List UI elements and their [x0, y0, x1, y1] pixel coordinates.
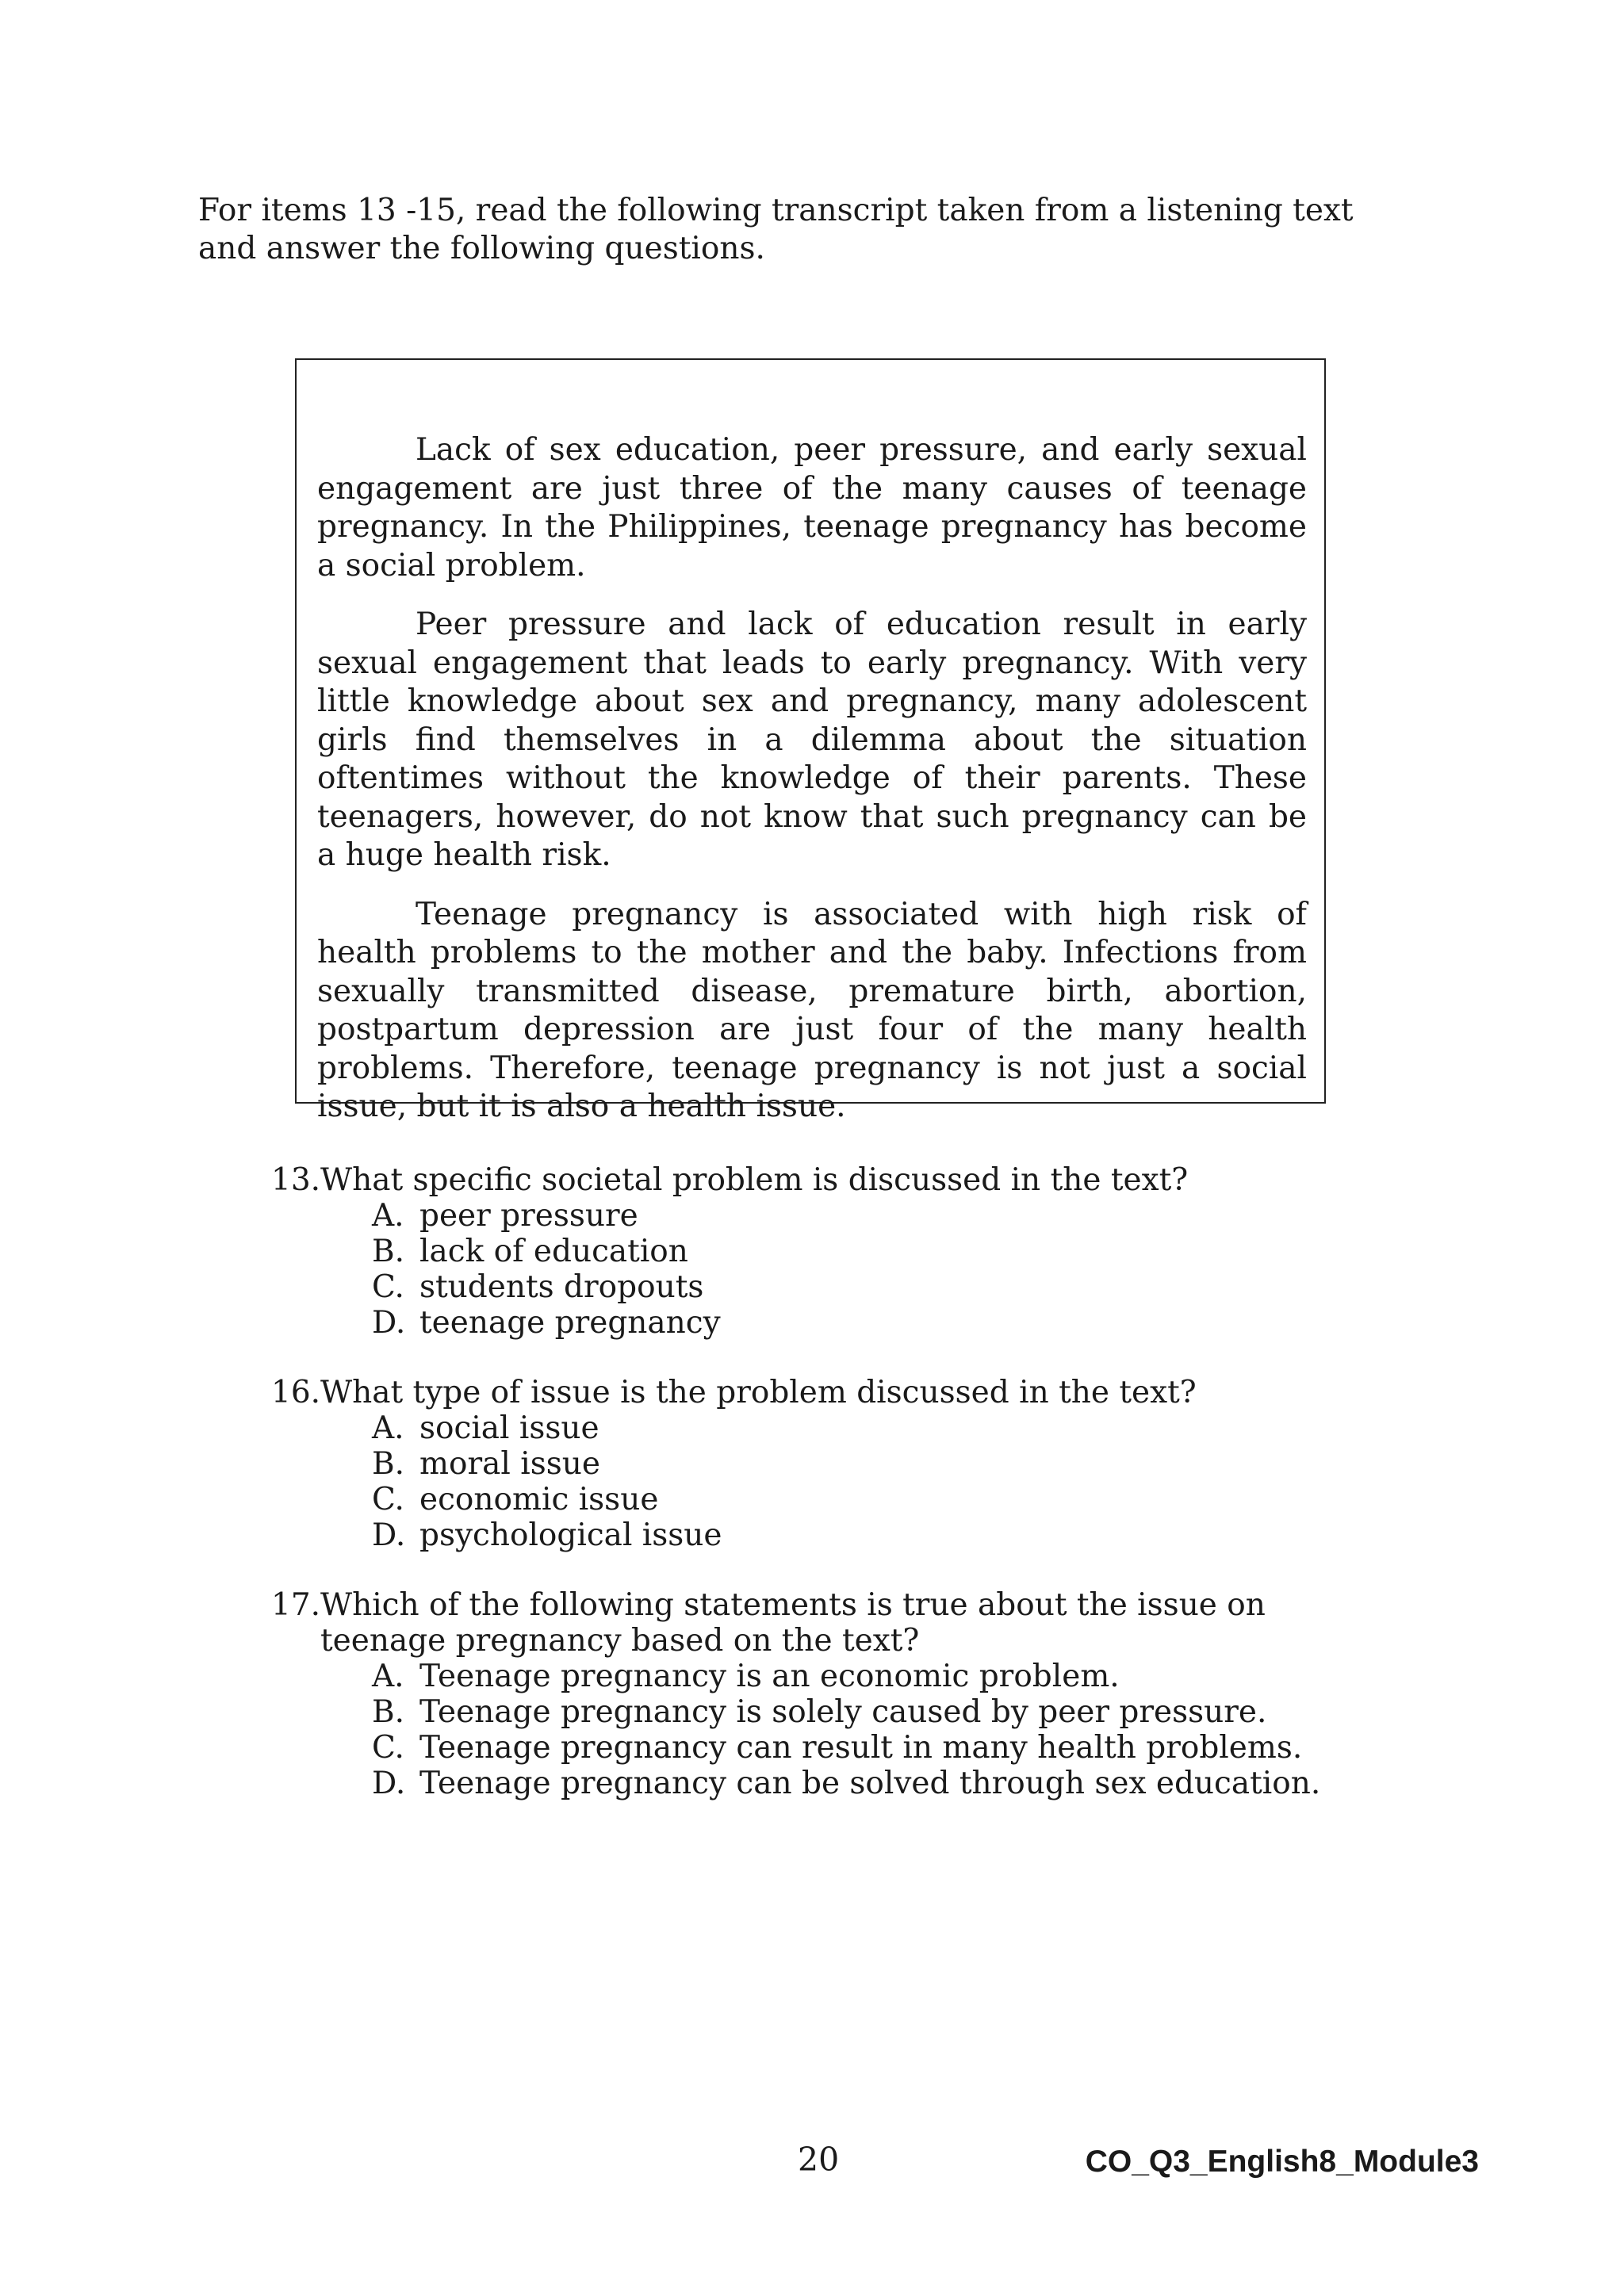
- question-stem: [271, 1375, 1381, 1410]
- question-number: 17.: [271, 1587, 321, 1623]
- answer-option-b[interactable]: [271, 1694, 1381, 1730]
- transcript-paragraph-1: Lack of sex education, peer pressure, and early sexual engagement are just three of the many causes of teenage pregnancy. In the Philippines, teenage pregnancy has become a social problem.: [317, 432, 1307, 584]
- question-text: What specific societal problem is discussed in the text?: [320, 1162, 1189, 1198]
- option-text: social issue: [419, 1410, 599, 1446]
- answer-options: [271, 1659, 1381, 1801]
- option-letter: C.: [372, 1269, 404, 1305]
- option-text: students dropouts: [419, 1269, 704, 1305]
- option-text: Teenage pregnancy can be solved through sex education.: [419, 1766, 1321, 1801]
- option-text: teenage pregnancy: [419, 1305, 721, 1341]
- answer-option-d[interactable]: [271, 1305, 1381, 1341]
- answer-option-d[interactable]: [271, 1766, 1381, 1801]
- question-number: 16.: [271, 1375, 321, 1410]
- module-code: CO_Q3_English8_Module3: [1085, 2145, 1479, 2179]
- answer-option-d[interactable]: [271, 1517, 1381, 1553]
- option-letter: B.: [372, 1694, 405, 1730]
- option-letter: C.: [372, 1730, 404, 1766]
- option-letter: D.: [372, 1305, 406, 1341]
- question-text: Which of the following statements is true about the issue on teenage pregnancy based on the text?: [320, 1587, 1266, 1659]
- question-17: [271, 1587, 1381, 1801]
- answer-option-c[interactable]: [271, 1482, 1381, 1517]
- question-number: 13.: [271, 1162, 321, 1198]
- option-letter: A.: [372, 1198, 404, 1234]
- option-letter: D.: [372, 1766, 406, 1801]
- option-text: Teenage pregnancy is solely caused by peer pressure.: [419, 1694, 1267, 1730]
- question-stem: [271, 1587, 1381, 1659]
- transcript-box: [295, 358, 1326, 1124]
- question-stem: [271, 1162, 1381, 1198]
- answer-option-b[interactable]: [271, 1446, 1381, 1482]
- answer-option-a[interactable]: [271, 1410, 1381, 1446]
- answer-option-c[interactable]: [271, 1730, 1381, 1766]
- answer-option-b[interactable]: [271, 1234, 1381, 1269]
- transcript-body: [317, 431, 1307, 1147]
- option-text: economic issue: [419, 1482, 659, 1517]
- option-letter: B.: [372, 1446, 405, 1482]
- question-13: [271, 1162, 1381, 1341]
- transcript-paragraph-3: Teenage pregnancy is associated with high risk of health problems to the mother and the baby. Infections from sexually transmitted disease, premature birth, abortion, postpartum depression are just four of the many health problems. Therefore, teenage pregnancy is not just a social issue, but it is also a health issue.: [317, 896, 1307, 1124]
- question-text: What type of issue is the problem discussed in the text?: [320, 1375, 1197, 1410]
- answer-option-a[interactable]: [271, 1198, 1381, 1234]
- page-number: 20: [798, 2141, 840, 2179]
- option-letter: C.: [372, 1482, 404, 1517]
- instructions-text: For items 13 -15, read the following transcript taken from a listening text and answer the following questions.: [198, 193, 1354, 266]
- answer-options: [271, 1410, 1381, 1553]
- answer-option-c[interactable]: [271, 1269, 1381, 1305]
- option-letter: A.: [372, 1410, 404, 1446]
- option-text: psychological issue: [419, 1517, 722, 1553]
- answer-options: [271, 1198, 1381, 1341]
- option-letter: D.: [372, 1517, 406, 1553]
- option-text: moral issue: [419, 1446, 600, 1482]
- option-text: lack of education: [419, 1234, 688, 1269]
- option-letter: B.: [372, 1234, 405, 1269]
- option-text: Teenage pregnancy can result in many health problems.: [419, 1730, 1303, 1766]
- answer-option-a[interactable]: [271, 1659, 1381, 1694]
- option-letter: A.: [372, 1659, 404, 1694]
- option-text: Teenage pregnancy is an economic problem.: [419, 1659, 1120, 1694]
- option-text: peer pressure: [419, 1198, 638, 1234]
- transcript-paragraph-2: Peer pressure and lack of education result in early sexual engagement that leads to early pregnancy. With very little knowledge about sex and pregnancy, many adolescent girls find themselves in a dilemma about the situation oftentimes without the knowledge of their parents. These teenagers, however, do not know that such pregnancy can be a huge health risk.: [317, 607, 1307, 873]
- question-16: [271, 1375, 1381, 1553]
